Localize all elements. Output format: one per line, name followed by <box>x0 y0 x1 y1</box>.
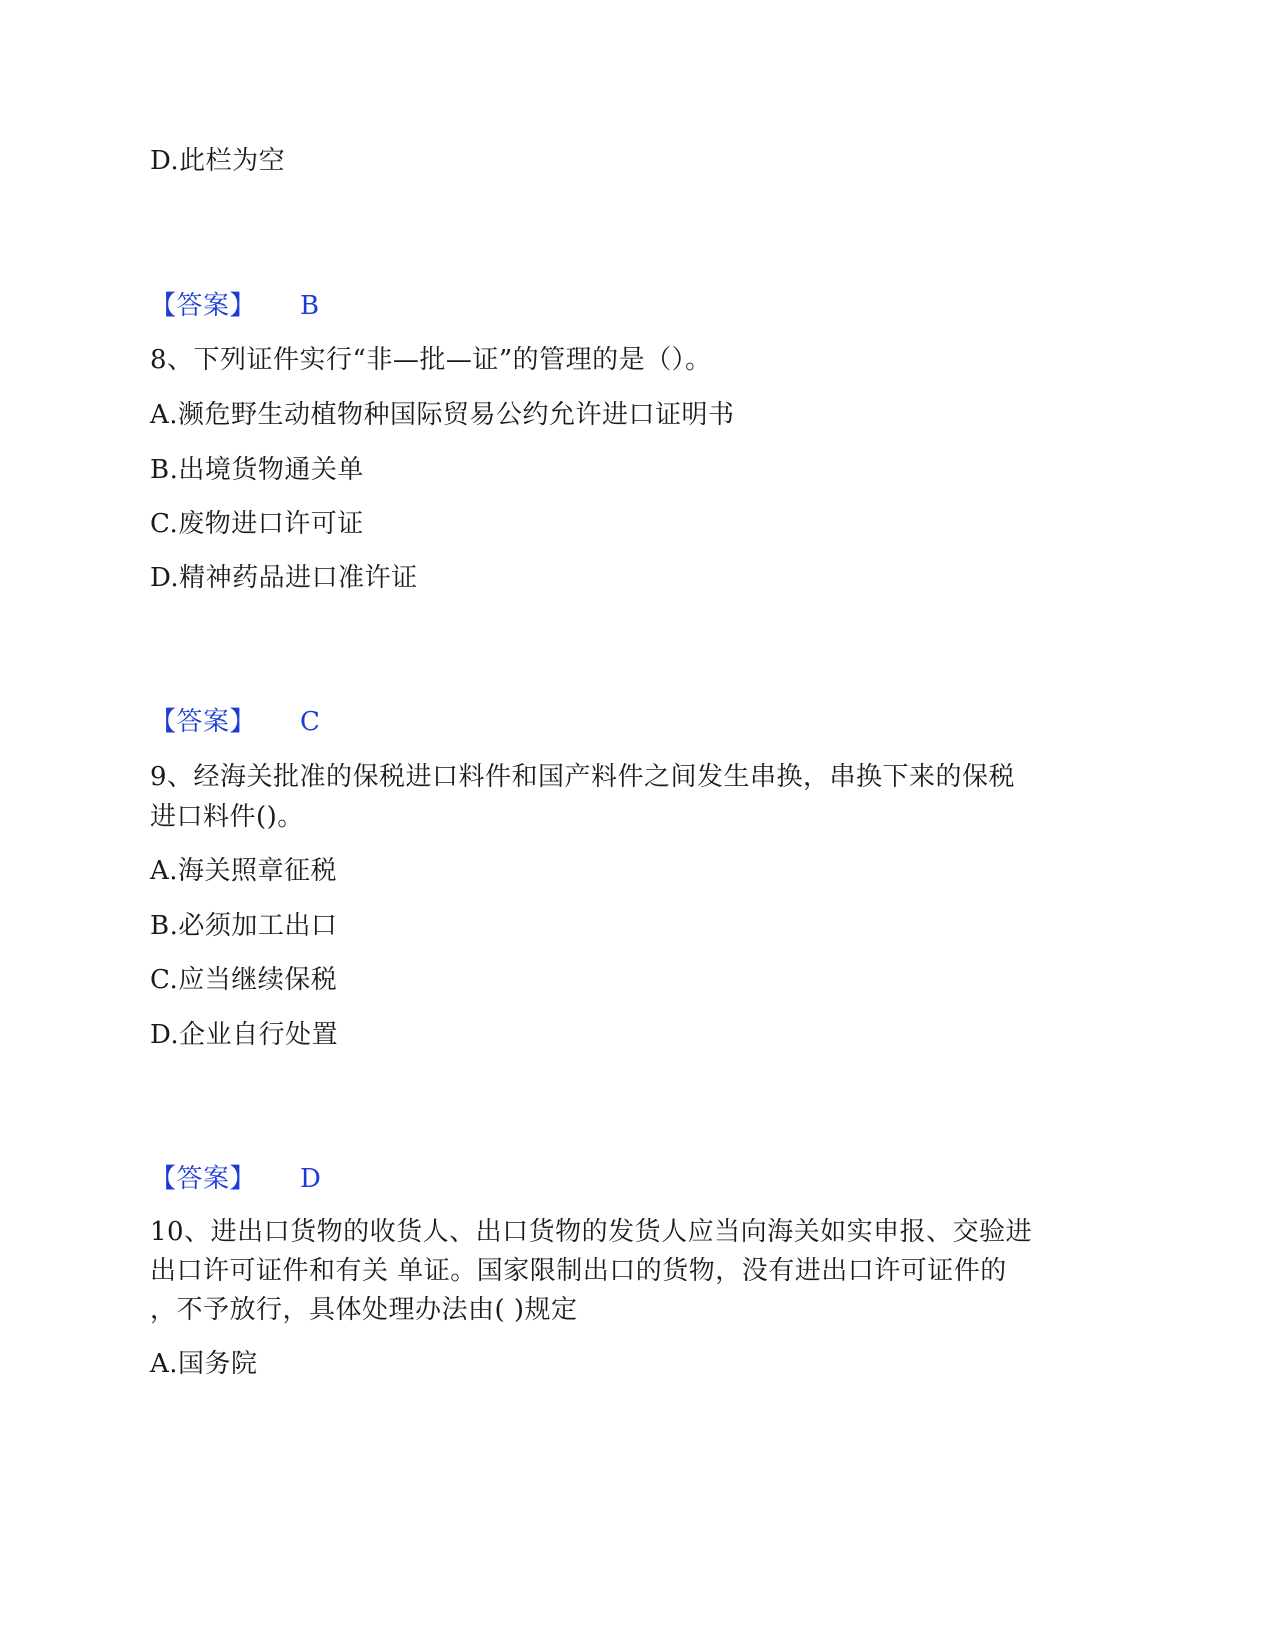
answer-label: 【答案】 <box>150 1164 257 1194</box>
q8-option-c: C.废物进口许可证 <box>150 509 364 539</box>
q8-option-b: B.出境货物通关单 <box>150 455 364 485</box>
q9-option-a: A.海关照章征税 <box>150 856 338 886</box>
answer-value: C <box>300 707 321 737</box>
q8-question: 8、下列证件实行“非—批—证”的管理的是（）。 <box>150 345 712 375</box>
answer-value: B <box>300 291 320 321</box>
answer-label: 【答案】 <box>150 291 257 321</box>
q8-answer <box>150 706 320 738</box>
q8-option-a: A.濒危野生动植物种国际贸易公约允许进口证明书 <box>150 400 735 430</box>
q9-option-b: B.必须加工出口 <box>150 911 338 941</box>
answer-label: 【答案】 <box>150 707 257 737</box>
q9-question-line-1: 9、经海关批准的保税进口料件和国产料件之间发生串换，串换下来的保税 <box>150 762 1016 792</box>
q9-answer <box>150 1163 321 1195</box>
answer-value: D <box>300 1164 322 1194</box>
q10-question-line-3: ，不予放行，具体处理办法由( )规定 <box>150 1295 578 1325</box>
q8-option-d: D.精神药品进口准许证 <box>150 563 418 593</box>
q10-option-a: A.国务院 <box>150 1349 258 1379</box>
q9-option-d: D.企业自行处置 <box>150 1020 339 1050</box>
q9-question-line-2: 进口料件()。 <box>150 802 304 832</box>
q9-option-c: C.应当继续保税 <box>150 965 338 995</box>
q10-question-line-2: 出口许可证件和有关 单证。国家限制出口的货物，没有进出口许可证件的 <box>150 1256 1007 1286</box>
q7-option-d: D.此栏为空 <box>150 146 286 176</box>
q7-answer <box>150 290 320 322</box>
q10-question-line-1: 10、进出口货物的收货人、出口货物的发货人应当向海关如实申报、交验进 <box>150 1217 1033 1247</box>
